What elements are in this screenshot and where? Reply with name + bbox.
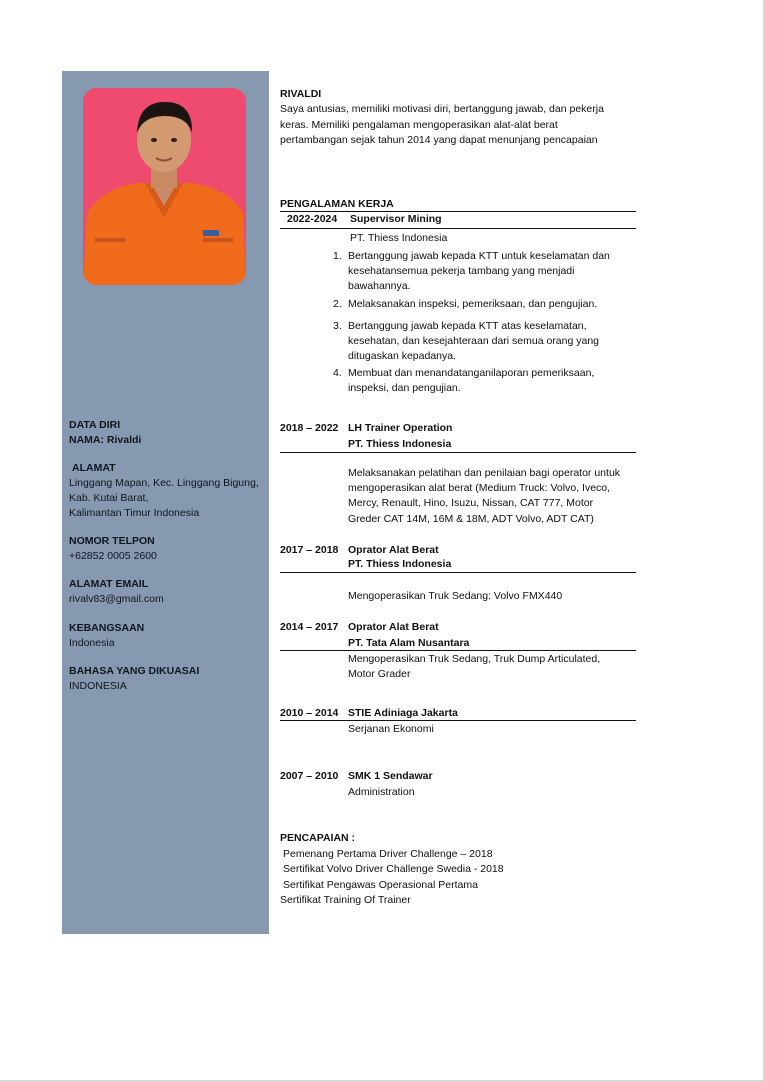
telpon-title: NOMOR TELPON (69, 535, 155, 547)
email-value: rivalv83@gmail.com (69, 593, 164, 605)
achievement-item: Sertifikat Training Of Trainer (280, 894, 411, 906)
list-item-line: Membuat dan menandatanganilaporan pemeriksaan, (348, 367, 595, 379)
exp3-desc: Mengoperasikan Truk Sedang: Volvo FMX440 (348, 590, 563, 602)
edu2-school: SMK 1 Sendawar (348, 770, 433, 782)
kebangsaan-value: Indonesia (69, 637, 115, 649)
divider (280, 650, 636, 651)
experience-title: PENGALAMAN KERJA (280, 198, 394, 210)
summary-line: keras. Memiliki pengalaman mengoperasikan alat-alat berat (280, 119, 558, 131)
bahasa-value: INDONESIA (69, 680, 127, 692)
data-diri-title: DATA DIRI (69, 419, 121, 431)
edu1-desc: Serjanan Ekonomi (348, 723, 434, 735)
exp4-company: PT. Tata Alam Nusantara (348, 637, 470, 649)
exp4-desc-line: Motor Grader (348, 668, 411, 680)
achievements-title: PENCAPAIAN : (280, 832, 356, 844)
alamat-line: Linggang Mapan, Kec. Linggang Bigung, (69, 477, 259, 489)
nama-value: NAMA: Rivaldi (69, 434, 142, 446)
divider (280, 228, 636, 229)
achievement-item: Pemenang Pertama Driver Challenge – 2018 (283, 848, 493, 860)
summary-line: Saya antusias, memiliki motivasi diri, bertanggung jawab, dan pekerja (280, 103, 604, 115)
exp3-role: Oprator Alat Berat (348, 544, 439, 556)
list-number: 2. (333, 298, 342, 310)
alamat-line: Kab. Kutai Barat, (69, 492, 149, 504)
bahasa-section (69, 664, 199, 694)
bahasa-title: BAHASA YANG DIKUASAI (69, 665, 200, 677)
divider (280, 720, 636, 721)
exp3-years: 2017 – 2018 (280, 544, 339, 556)
exp2-desc-line: Greder CAT 14M, 16M & 18M, ADT Volvo, ADT CAT) (348, 513, 594, 525)
list-number: 4. (333, 367, 342, 379)
exp1-company: PT. Thiess Indonesia (350, 232, 448, 244)
exp2-years: 2018 – 2022 (280, 422, 339, 434)
alamat-section (69, 461, 259, 521)
sidebar (62, 71, 269, 934)
email-title: ALAMAT EMAIL (69, 578, 149, 590)
list-item-line: kesehatan, dan kesejahteraan dari semua orang yang (348, 335, 600, 347)
exp2-role: LH Trainer Operation (348, 422, 453, 434)
list-item-line: ditugaskan kepadanya. (348, 350, 456, 362)
profile-photo (83, 88, 246, 285)
list-item-line: bawahannya. (348, 280, 411, 292)
summary-line: pertambangan sejak tahun 2014 yang dapat menunjang pencapaian (280, 134, 598, 146)
exp1-years: 2022-2024 (287, 213, 338, 225)
alamat-title: ALAMAT (72, 462, 116, 474)
name-heading: RIVALDI (280, 88, 322, 100)
kebangsaan-title: KEBANGSAAN (69, 622, 145, 634)
exp3-company: PT. Thiess Indonesia (348, 558, 452, 570)
exp1-role: Supervisor Mining (350, 213, 442, 225)
list-item-line: inspeksi, dan pengujian. (348, 382, 461, 394)
list-item-line: Bertanggung jawab kepada KTT atas keselamatan, (348, 320, 587, 332)
achievement-item: Sertifikat Volvo Driver Challenge Swedia - 2018 (283, 863, 504, 875)
exp2-desc-line: mengoperasikan alat berat (Medium Truck: Volvo, Iveco, (348, 482, 611, 494)
telpon-section (69, 534, 157, 564)
exp4-role: Oprator Alat Berat (348, 621, 439, 633)
list-item-line: kesehatansemua pekerja tambang yang menjadi (348, 265, 575, 277)
email-section (69, 577, 164, 607)
telpon-value: +62852 0005 2600 (69, 550, 157, 562)
list-number: 3. (333, 320, 342, 332)
exp2-company: PT. Thiess Indonesia (348, 438, 452, 450)
edu2-desc: Administration (348, 786, 415, 798)
alamat-line: Kalimantan Timur Indonesia (69, 507, 200, 519)
divider (280, 572, 636, 573)
edu1-years: 2010 – 2014 (280, 707, 339, 719)
list-item-line: Melaksanakan inspeksi, pemeriksaan, dan pengujian. (348, 298, 598, 310)
divider (280, 452, 636, 453)
list-number: 1. (333, 250, 342, 262)
achievement-item: Sertifikat Pengawas Operasional Pertama (283, 879, 478, 891)
kebangsaan-section (69, 621, 144, 651)
exp4-desc-line: Mengoperasikan Truk Sedang, Truk Dump Articulated, (348, 653, 601, 665)
list-item-line: Bertanggung jawab kepada KTT untuk keselamatan dan (348, 250, 610, 262)
exp2-desc-line: Melaksanakan pelatihan dan penilaian bagi operator untuk (348, 467, 621, 479)
exp2-desc-line: Mercy, Renault, Hino, Isuzu, Nissan, CAT 777, Motor (348, 497, 594, 509)
edu1-school: STIE Adiniaga Jakarta (348, 707, 458, 719)
exp4-years: 2014 – 2017 (280, 621, 339, 633)
data-diri-section (69, 418, 141, 448)
edu2-years: 2007 – 2010 (280, 770, 339, 782)
